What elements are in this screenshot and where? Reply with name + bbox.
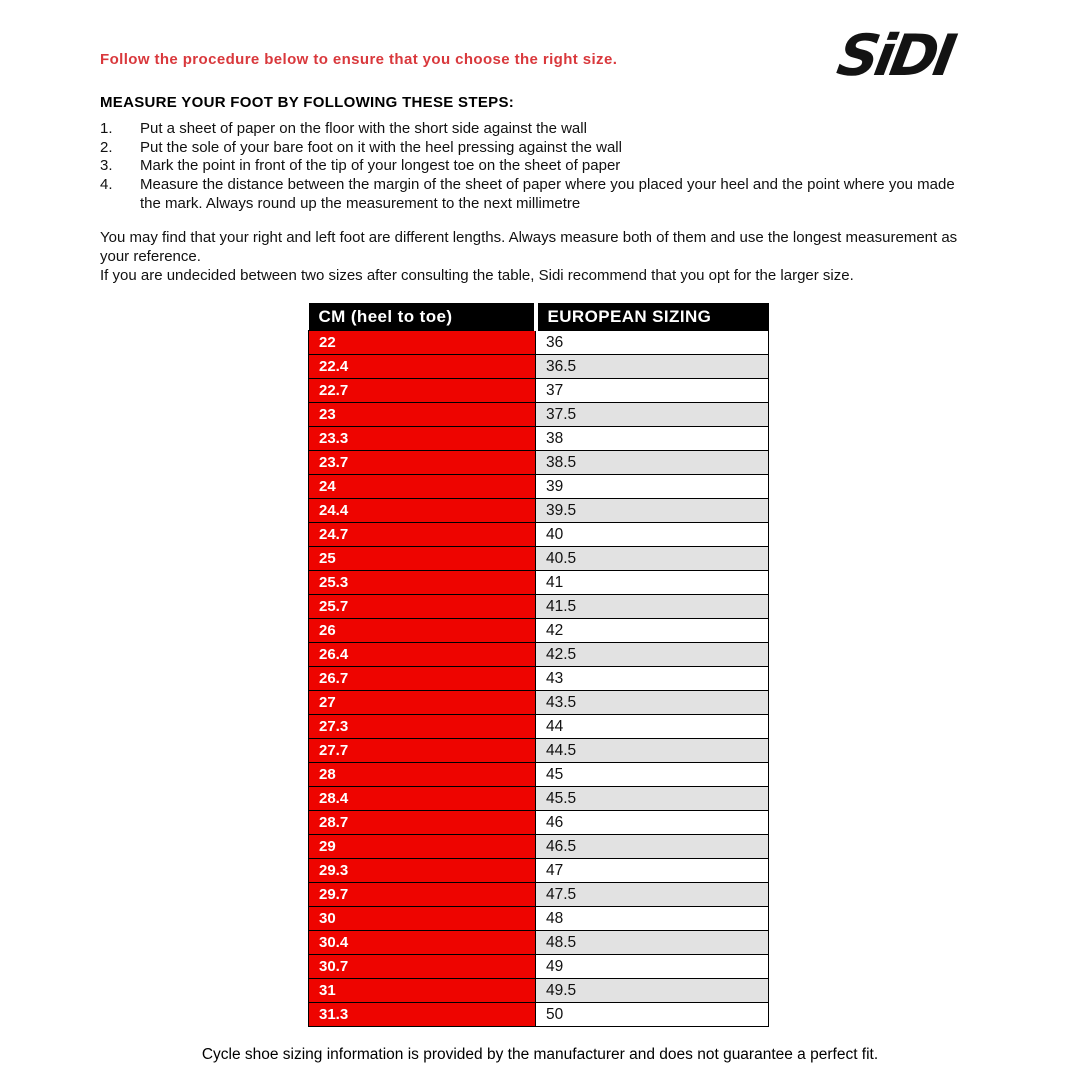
- step-item: [100, 176, 970, 213]
- step-number: 4.: [100, 176, 113, 194]
- step-text: Mark the point in front of the tip of your longest toe on the sheet of paper: [140, 157, 621, 175]
- cm-cell: 23.3: [309, 427, 536, 451]
- cm-cell: 28: [309, 763, 536, 787]
- eu-size-cell: 46: [536, 811, 769, 835]
- table-row: [309, 499, 769, 523]
- cm-cell: 30: [309, 907, 536, 931]
- step-item: [100, 157, 970, 176]
- eu-size-cell: 42: [536, 619, 769, 643]
- cm-cell: 22.4: [309, 355, 536, 379]
- eu-size-cell: 40.5: [536, 547, 769, 571]
- table-row: [309, 739, 769, 763]
- step-item: [100, 139, 970, 158]
- table-row: [309, 643, 769, 667]
- eu-size-cell: 50: [536, 1003, 769, 1027]
- eu-size-cell: 39.5: [536, 499, 769, 523]
- cm-cell: 26.4: [309, 643, 536, 667]
- step-text: Measure the distance between the margin of the sheet of paper where you placed your heel and the point where you made the mark. Always round up the measurement to the next millimetre: [140, 176, 955, 212]
- table-row: [309, 595, 769, 619]
- cm-cell: 25: [309, 547, 536, 571]
- cm-cell: 29.3: [309, 859, 536, 883]
- table-row: [309, 787, 769, 811]
- step-number: 2.: [100, 138, 113, 156]
- eu-size-cell: 44: [536, 715, 769, 739]
- cm-cell: 25.3: [309, 571, 536, 595]
- table-header-row: [309, 303, 769, 331]
- cm-cell: 26: [309, 619, 536, 643]
- note-larger-size: If you are undecided between two sizes after consulting the table, Sidi recommend that you opt for the larger size.: [100, 267, 854, 284]
- table-row: [309, 331, 769, 355]
- eu-size-cell: 36: [536, 331, 769, 355]
- table-row: [309, 571, 769, 595]
- eu-size-cell: 43: [536, 667, 769, 691]
- table-row: [309, 811, 769, 835]
- eu-size-cell: 39: [536, 475, 769, 499]
- eu-size-cell: 47.5: [536, 883, 769, 907]
- cm-cell: 25.7: [309, 595, 536, 619]
- eu-size-cell: 48: [536, 907, 769, 931]
- table-row: [309, 715, 769, 739]
- eu-size-cell: 38: [536, 427, 769, 451]
- cm-cell: 29: [309, 835, 536, 859]
- table-row: [309, 691, 769, 715]
- sidi-logo: SiDI: [832, 23, 958, 89]
- eu-size-cell: 47: [536, 859, 769, 883]
- cm-cell: 24.7: [309, 523, 536, 547]
- cm-cell: 27.7: [309, 739, 536, 763]
- footer-disclaimer: Cycle shoe sizing information is provided by the manufacturer and does not guarantee a perfect fit.: [201, 1046, 879, 1063]
- table-row: [309, 475, 769, 499]
- table-row: [309, 355, 769, 379]
- eu-size-cell: 49.5: [536, 979, 769, 1003]
- table-row: [309, 859, 769, 883]
- steps-heading: MEASURE YOUR FOOT BY FOLLOWING THESE STEPS:: [100, 94, 515, 111]
- cm-cell: 30.7: [309, 955, 536, 979]
- eu-size-cell: 36.5: [536, 355, 769, 379]
- table-row: [309, 1003, 769, 1027]
- cm-cell: 23.7: [309, 451, 536, 475]
- intro-title: Follow the procedure below to ensure that you choose the right size.: [100, 51, 618, 68]
- table-row: [309, 379, 769, 403]
- cm-cell: 24: [309, 475, 536, 499]
- cm-cell: 24.4: [309, 499, 536, 523]
- size-table: [308, 303, 769, 1027]
- cm-cell: 22.7: [309, 379, 536, 403]
- eu-size-cell: 44.5: [536, 739, 769, 763]
- step-number: 1.: [100, 120, 113, 137]
- cm-cell: 31: [309, 979, 536, 1003]
- eu-size-cell: 38.5: [536, 451, 769, 475]
- cm-cell: 31.3: [309, 1003, 536, 1027]
- eu-size-cell: 48.5: [536, 931, 769, 955]
- step-text: Put a sheet of paper on the floor with the short side against the wall: [140, 120, 587, 137]
- eu-size-cell: 40: [536, 523, 769, 547]
- eu-size-cell: 41.5: [536, 595, 769, 619]
- table-row: [309, 979, 769, 1003]
- eu-size-cell: 43.5: [536, 691, 769, 715]
- cm-cell: 29.7: [309, 883, 536, 907]
- table-row: [309, 427, 769, 451]
- cm-cell: 26.7: [309, 667, 536, 691]
- table-row: [309, 907, 769, 931]
- table-row: [309, 667, 769, 691]
- steps-list: [100, 120, 970, 214]
- table-row: [309, 451, 769, 475]
- table-row: [309, 955, 769, 979]
- cm-cell: 30.4: [309, 931, 536, 955]
- table-header-cm: CM (heel to toe): [309, 303, 536, 331]
- eu-size-cell: 45: [536, 763, 769, 787]
- eu-size-cell: 41: [536, 571, 769, 595]
- eu-size-cell: 42.5: [536, 643, 769, 667]
- cm-cell: 22: [309, 331, 536, 355]
- eu-size-cell: 37.5: [536, 403, 769, 427]
- table-header-eu: EUROPEAN SIZING: [536, 303, 769, 331]
- cm-cell: 23: [309, 403, 536, 427]
- cm-cell: 27.3: [309, 715, 536, 739]
- eu-size-cell: 49: [536, 955, 769, 979]
- table-row: [309, 403, 769, 427]
- eu-size-cell: 45.5: [536, 787, 769, 811]
- table-row: [309, 931, 769, 955]
- table-row: [309, 883, 769, 907]
- note-measure-both: You may find that your right and left foot are different lengths. Always measure both of them and use the longest measurement as your reference.: [100, 229, 958, 265]
- table-row: [309, 619, 769, 643]
- eu-size-cell: 37: [536, 379, 769, 403]
- eu-size-cell: 46.5: [536, 835, 769, 859]
- table-row: [309, 835, 769, 859]
- step-item: [100, 120, 970, 139]
- step-number: 3.: [100, 157, 113, 175]
- table-row: [309, 523, 769, 547]
- notes-block: [100, 228, 978, 285]
- cm-cell: 27: [309, 691, 536, 715]
- table-row: [309, 547, 769, 571]
- cm-cell: 28.7: [309, 811, 536, 835]
- table-row: [309, 763, 769, 787]
- cm-cell: 28.4: [309, 787, 536, 811]
- step-text: Put the sole of your bare foot on it with the heel pressing against the wall: [140, 138, 622, 156]
